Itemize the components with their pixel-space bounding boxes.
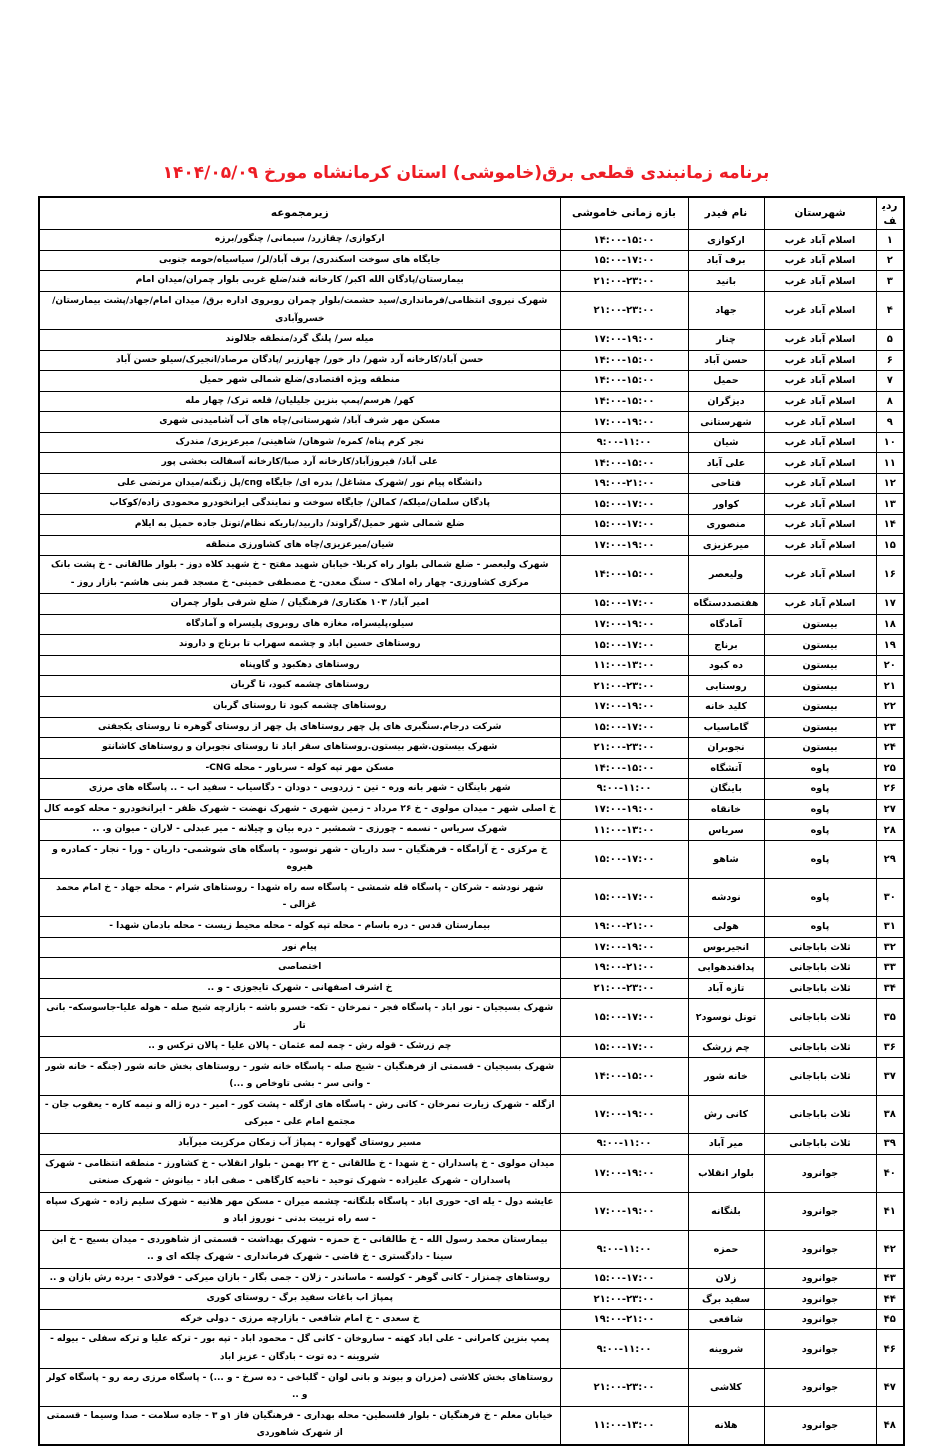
table-row [39,535,904,556]
time-cell: ۱۵:۰۰-۱۷:۰۰ [560,250,688,271]
time-cell: ۱۱:۰۰-۱۳:۰۰ [560,1406,688,1445]
county-cell: اسلام آباد غرب [764,412,876,433]
county-cell: اسلام آباد غرب [764,594,876,615]
row-number-cell: ۳۲ [876,937,904,958]
subset-cell: میله سر/ پلنگ گرد/منطقه جلالوند [39,330,560,351]
county-cell: پاوه [764,820,876,841]
time-cell: ۱۱:۰۰-۱۳:۰۰ [560,655,688,676]
table-row [39,1368,904,1406]
county-cell: اسلام آباد غرب [764,292,876,330]
county-cell: جوانرود [764,1406,876,1445]
county-cell: اسلام آباد غرب [764,556,876,594]
county-cell: بیستون [764,738,876,759]
time-cell: ۱۷:۰۰-۱۹:۰۰ [560,535,688,556]
feeder-cell: انجیربوس [688,937,764,958]
table-row [39,594,904,615]
row-number-cell: ۲۲ [876,696,904,717]
subset-cell: روستاهای دهکبود و گاوپناه [39,655,560,676]
row-number-cell: ۲۸ [876,820,904,841]
time-cell: ۱۵:۰۰-۱۷:۰۰ [560,840,688,878]
subset-cell: ضلع شمالی شهر حمیل/گراوند/ داربید/باریکه نظام/تونل جاده حمیل به ایلام [39,515,560,536]
feeder-cell: هلانه [688,1406,764,1445]
subset-cell: شهر نودشه - شرکان - پاسگاه قله شمشی - پاسگاه سه راه شهدا - روستاهای شرام - محله جهاد - خ امام محمد غزالی - [39,878,560,916]
subset-cell: خ سعدی - خ امام شافعی - بازارچه مرزی - دولی خرکه [39,1309,560,1330]
table-row [39,978,904,999]
feeder-cell: کانی رش [688,1095,764,1133]
subset-cell: خیابان معلم - خ فرهنگیان - بلوار فلسطین- محله بهداری - فرهنگیان فاز ۱و ۳ - جاده سلامت - صدا وسیما - قسمتی از شهرک شاهوردی [39,1406,560,1445]
time-cell: ۱۷:۰۰-۱۹:۰۰ [560,1095,688,1133]
table-row [39,1330,904,1368]
feeder-cell: حسن آباد [688,350,764,371]
table-row [39,696,904,717]
feeder-cell: ده کبود [688,655,764,676]
table-row [39,292,904,330]
county-cell: ثلاث باباجانی [764,1037,876,1058]
table-row [39,1154,904,1192]
outage-schedule-table [38,196,905,1446]
time-cell: ۱۴:۰۰-۱۵:۰۰ [560,758,688,779]
table-row [39,432,904,453]
table-row [39,515,904,536]
row-number-cell: ۳۴ [876,978,904,999]
time-cell: ۲۱:۰۰-۲۳:۰۰ [560,978,688,999]
county-cell: اسلام آباد غرب [764,535,876,556]
subset-cell: مسکن مهر تپه کوله - سرباور - محله CNG- [39,758,560,779]
table-row [39,999,904,1037]
table-row [39,473,904,494]
feeder-cell: منصوری [688,515,764,536]
time-cell: ۱۵:۰۰-۱۷:۰۰ [560,999,688,1037]
row-number-cell: ۱۸ [876,614,904,635]
county-cell: بیستون [764,717,876,738]
table-row [39,1037,904,1058]
subset-cell: بیمارستان محمد رسول الله - خ طالقانی - خ حمزه - شهرک بهداشت - قسمتی از شاهوردی - میدان بسیج - خ ابن سینا - دادگستری - خ قاضی - شهرک فرمانداری - شهرک چلکه ای و .. [39,1230,560,1268]
feeder-cell: کلاشی [688,1368,764,1406]
subset-cell: شهرک بسیجیان - نور اباد - پاسگاه فجر - نمرخان - تکه- خسرو باشه - بازارچه شیخ صله - هوله علیا-جاسوسکه- بانی تار [39,999,560,1037]
county-cell: اسلام آباد غرب [764,453,876,474]
row-number-cell: ۲۷ [876,799,904,820]
time-cell: ۱۷:۰۰-۱۹:۰۰ [560,330,688,351]
feeder-cell: چنار [688,330,764,351]
table-row [39,779,904,800]
feeder-cell: خانقاه [688,799,764,820]
feeder-cell: کلید خانه [688,696,764,717]
table-row [39,1057,904,1095]
county-cell: جوانرود [764,1230,876,1268]
subset-cell: علی آباد/ فیروزآباد/کارخانه آرد صبا/کارخانه آسفالت بخشی پور [39,453,560,474]
county-cell: جوانرود [764,1309,876,1330]
row-number-cell: ۲۴ [876,738,904,759]
row-number-cell: ۱۶ [876,556,904,594]
time-cell: ۱۴:۰۰-۱۵:۰۰ [560,1057,688,1095]
subset-cell: شهرک بسیجیان - قسمتی از فرهنگیان - شیخ صله - پاسگاه خانه شور - روستاهای بخش خانه شور (جنگه - خانه شور - وانی سر - بشی تاوخاص و ...) [39,1057,560,1095]
county-cell: بیستون [764,655,876,676]
feeder-cell: شاهو [688,840,764,878]
county-cell: جوانرود [764,1330,876,1368]
header-subset: زیرمجموعه [39,197,560,230]
county-cell: پاوه [764,779,876,800]
table-row [39,230,904,251]
subset-cell: روستاهای چشمه کبود تا روستای گربان [39,696,560,717]
time-cell: ۲۱:۰۰-۲۳:۰۰ [560,271,688,292]
row-number-cell: ۴۷ [876,1368,904,1406]
county-cell: اسلام آباد غرب [764,350,876,371]
table-row [39,494,904,515]
row-number-cell: ۳ [876,271,904,292]
county-cell: بیستون [764,676,876,697]
county-cell: ثلاث باباجانی [764,937,876,958]
county-cell: اسلام آباد غرب [764,391,876,412]
feeder-cell: علی آباد [688,453,764,474]
county-cell: ثلاث باباجانی [764,999,876,1037]
feeder-cell: جهاد [688,292,764,330]
row-number-cell: ۱۲ [876,473,904,494]
subset-cell: دانشگاه پیام نور /شهرک مشاغل/ بدره ای/ جایگاه cng/پل زنگنه/میدان مرتضی علی [39,473,560,494]
feeder-cell: کواور [688,494,764,515]
time-cell: ۲۱:۰۰-۲۳:۰۰ [560,676,688,697]
county-cell: جوانرود [764,1368,876,1406]
feeder-cell: نودشه [688,878,764,916]
feeder-cell: بلوار انقلاب [688,1154,764,1192]
row-number-cell: ۴۱ [876,1192,904,1230]
subset-cell: خ اصلی شهر - میدان مولوی - خ ۲۶ مرداد - زمین شهری - شهرک نهضت - شهرک ظفر - ایرانخودرو - محله کومه کال [39,799,560,820]
subset-cell: روستاهای چشمه کبود، تا گربان [39,676,560,697]
subset-cell: پمپاژ اب باغات سفید برگ - روستای کوری [39,1289,560,1310]
county-cell: پاوه [764,758,876,779]
time-cell: ۹:۰۰-۱۱:۰۰ [560,779,688,800]
feeder-cell: چم زرشک [688,1037,764,1058]
county-cell: بیستون [764,614,876,635]
row-number-cell: ۲۶ [876,779,904,800]
subset-cell: ازگله - شهرک زیارت نمرخان - کانی رش - پاسگاه های ازگله - پشت کور - امیر - دره ژاله و نیمه کاره - یعقوب جان - مجتمع امام علی - میرکی [39,1095,560,1133]
subset-cell: بیمارستان قدس - دره باسام - محله تپه کوله - محله محیط زیست - محله بادمان شهدا - [39,916,560,937]
table-row [39,916,904,937]
row-number-cell: ۳۸ [876,1095,904,1133]
table-row [39,840,904,878]
time-cell: ۱۵:۰۰-۱۷:۰۰ [560,635,688,656]
row-number-cell: ۱۱ [876,453,904,474]
table-row [39,758,904,779]
county-cell: پاوه [764,840,876,878]
subset-cell: شهر باینگان - شهر بانه وره - تین - زردویی - دودان - دگاسیاب - سفید اب - .. پاسگاه های مرزی [39,779,560,800]
header-county: شهرستان [764,197,876,230]
row-number-cell: ۱۳ [876,494,904,515]
county-cell: ثلاث باباجانی [764,1095,876,1133]
row-number-cell: ۴۶ [876,1330,904,1368]
time-cell: ۱۵:۰۰-۱۷:۰۰ [560,515,688,536]
table-row [39,330,904,351]
time-cell: ۹:۰۰-۱۱:۰۰ [560,1230,688,1268]
header-row-number: ردیف [876,197,904,230]
feeder-cell: میر آباد [688,1133,764,1154]
row-number-cell: ۸ [876,391,904,412]
county-cell: اسلام آباد غرب [764,515,876,536]
time-cell: ۹:۰۰-۱۱:۰۰ [560,1330,688,1368]
time-cell: ۲۱:۰۰-۲۳:۰۰ [560,1289,688,1310]
row-number-cell: ۷ [876,371,904,392]
table-row [39,738,904,759]
feeder-cell: زلان [688,1268,764,1289]
row-number-cell: ۳۰ [876,878,904,916]
time-cell: ۹:۰۰-۱۱:۰۰ [560,432,688,453]
county-cell: بیستون [764,696,876,717]
row-number-cell: ۴۰ [876,1154,904,1192]
feeder-cell: برناج [688,635,764,656]
row-number-cell: ۳۵ [876,999,904,1037]
time-cell: ۱۵:۰۰-۱۷:۰۰ [560,878,688,916]
feeder-cell: شافعی [688,1309,764,1330]
table-row [39,1268,904,1289]
row-number-cell: ۱۴ [876,515,904,536]
table-row [39,391,904,412]
subset-cell: سیلو،پلیسراه، مغازه های روبروی پلیسراه و آمادگاه [39,614,560,635]
subset-cell: نجر کرم پناه/ کمره/ شوهان/ شاهینی/ میرعزیزی/ مندرک [39,432,560,453]
subset-cell: میدان مولوی - خ پاسداران - خ شهدا - خ طالقانی - خ ۲۲ بهمن - بلوار انقلاب - خ کشاورز - منطقه انتظامی - شهرک پاسداران - شهرک علیزاده - شهرک توحید - ناحیه کارگاهی - صفی اباد - بیانوش - شهرک صنعتی [39,1154,560,1192]
row-number-cell: ۳۳ [876,958,904,979]
row-number-cell: ۲۱ [876,676,904,697]
feeder-cell: تازه آباد [688,978,764,999]
row-number-cell: ۲۳ [876,717,904,738]
subset-cell: شهرک ولیعصر - ضلع شمالی بلوار راه کربلا- خیابان شهید مفتح - خ شهید کلاه دوز - بلوار طالقانی - خ پشت بانک مرکزی کشاورزی- چهار راه املاک - سنگ معدن- خ مصطفی خمینی- خ مسجد قمر بنی هاشم- بازار روز - [39,556,560,594]
county-cell: ثلاث باباجانی [764,978,876,999]
table-row [39,1192,904,1230]
feeder-cell: هفتصددستگاه [688,594,764,615]
subset-cell: عایشه دول - یله ای- حوری اباد - پاسگاه بلنگانه- چشمه میران - مسکن مهر هلانیه - شهرک سلیم زاده - شهرک سپاه - سه راه تربیت بدنی - نوروز اباد و [39,1192,560,1230]
subset-cell: حسن آباد/کارخانه آرد شهر/ دار خور/ چهارزبر /پادگان مرصاد/انجیرک/سیلو حسن آباد [39,350,560,371]
table-row [39,371,904,392]
row-number-cell: ۳۱ [876,916,904,937]
table-row [39,1230,904,1268]
feeder-cell: گاماسیاب [688,717,764,738]
row-number-cell: ۲۰ [876,655,904,676]
county-cell: اسلام آباد غرب [764,330,876,351]
time-cell: ۱۹:۰۰-۲۱:۰۰ [560,958,688,979]
county-cell: ثلاث باباجانی [764,1133,876,1154]
row-number-cell: ۴ [876,292,904,330]
county-cell: ثلاث باباجانی [764,1057,876,1095]
county-cell: اسلام آباد غرب [764,230,876,251]
time-cell: ۱۷:۰۰-۱۹:۰۰ [560,1192,688,1230]
table-row [39,937,904,958]
subset-cell: مسیر روستای گهواره - پمپاژ آب زمکان مرکزیت میرآباد [39,1133,560,1154]
feeder-cell: بانید [688,271,764,292]
feeder-cell: خانه شور [688,1057,764,1095]
feeder-cell: فتاحی [688,473,764,494]
county-cell: اسلام آباد غرب [764,494,876,515]
table-row [39,250,904,271]
subset-cell: کهر/ هرسم/پمپ بنزین جلیلیان/ قلعه ترک/ چهار مله [39,391,560,412]
table-row [39,958,904,979]
table-row [39,1289,904,1310]
table-row [39,1133,904,1154]
time-cell: ۲۱:۰۰-۲۳:۰۰ [560,1368,688,1406]
subset-cell: شیان/میرعزیزی/چاه های کشاورزی منطقه [39,535,560,556]
county-cell: اسلام آباد غرب [764,473,876,494]
table-row [39,1406,904,1445]
county-cell: جوانرود [764,1289,876,1310]
row-number-cell: ۲ [876,250,904,271]
subset-cell: خ اشرف اصفهانی - شهرک تایجوزی - و .. [39,978,560,999]
time-cell: ۲۱:۰۰-۲۳:۰۰ [560,292,688,330]
row-number-cell: ۱۵ [876,535,904,556]
time-cell: ۲۱:۰۰-۲۳:۰۰ [560,738,688,759]
subset-cell: روستاهای بخش کلاشی (مزران و بیوند و بانی لوان - گلباخی - ده سرخ - و ...) - پاسگاه مرزی رمه رو - پاسگاه کولر و .. [39,1368,560,1406]
table-row [39,799,904,820]
subset-cell: روستاهای حسین اباد و چشمه سهراب تا برناج و داروند [39,635,560,656]
subset-cell: شهرک سریاس - نسمه - چورزی - شمشیر - دره بیان و چیلانه - میر عبدلی - لاران - میوان و. .. [39,820,560,841]
row-number-cell: ۵ [876,330,904,351]
subset-cell: پادگان سلمان/میلکه/ کمالن/ جایگاه سوخت و نمایندگی ایرانخودرو محمودی زاده/کوکاب [39,494,560,515]
row-number-cell: ۴۳ [876,1268,904,1289]
feeder-cell: حمزه [688,1230,764,1268]
table-row [39,1309,904,1330]
county-cell: جوانرود [764,1268,876,1289]
feeder-cell: ولیعصر [688,556,764,594]
feeder-cell: شهرستانی [688,412,764,433]
table-row [39,271,904,292]
row-number-cell: ۳۹ [876,1133,904,1154]
subset-cell: چم زرشک - قوله رش - چمه لمه عثمان - پالان علیا - پالان ترکس و .. [39,1037,560,1058]
row-number-cell: ۲۹ [876,840,904,878]
time-cell: ۱۴:۰۰-۱۵:۰۰ [560,350,688,371]
subset-cell: شهرک نیروی انتظامی/فرمانداری/سید حشمت/بلوار چمران روبروی اداره برق/ میدان امام/جهاد/پشت بیمارستان/ خسروآبادی [39,292,560,330]
table-row [39,878,904,916]
time-cell: ۹:۰۰-۱۱:۰۰ [560,1133,688,1154]
time-cell: ۱۷:۰۰-۱۹:۰۰ [560,937,688,958]
table-row [39,655,904,676]
header-time-range: بازه زمانی خاموشی [560,197,688,230]
county-cell: اسلام آباد غرب [764,271,876,292]
table-row [39,820,904,841]
feeder-cell: برف آباد [688,250,764,271]
row-number-cell: ۴۸ [876,1406,904,1445]
subset-cell: جایگاه های سوخت اسکندری/ برف آباد/لر/ سیاسیاه/حومه جنوبی [39,250,560,271]
time-cell: ۱۷:۰۰-۱۹:۰۰ [560,696,688,717]
subset-cell: خ مرکزی - خ آرامگاه - فرهنگیان - سد داریان - شهر نوسود - پاسگاه های شوشمی- داریان - ورا - نجار - کمادره و هیروه [39,840,560,878]
table-row [39,676,904,697]
table-row [39,350,904,371]
row-number-cell: ۱ [876,230,904,251]
feeder-cell: دیزگران [688,391,764,412]
feeder-cell: شروینه [688,1330,764,1368]
row-number-cell: ۴۲ [876,1230,904,1268]
subset-cell: شرکت درجام.سنگبری های پل چهر روستاهای پل چهر از روستای گوهره تا روستای یکجفتی [39,717,560,738]
time-cell: ۱۷:۰۰-۱۹:۰۰ [560,1154,688,1192]
row-number-cell: ۴۴ [876,1289,904,1310]
time-cell: ۱۹:۰۰-۲۱:۰۰ [560,1309,688,1330]
time-cell: ۱۵:۰۰-۱۷:۰۰ [560,1268,688,1289]
table-row [39,635,904,656]
feeder-cell: روستایی [688,676,764,697]
county-cell: جوانرود [764,1192,876,1230]
table-row [39,614,904,635]
time-cell: ۱۷:۰۰-۱۹:۰۰ [560,799,688,820]
table-row [39,556,904,594]
feeder-cell: شیان [688,432,764,453]
header-feeder: نام فیدر [688,197,764,230]
row-number-cell: ۴۵ [876,1309,904,1330]
time-cell: ۱۴:۰۰-۱۵:۰۰ [560,371,688,392]
feeder-cell: تونل نوسود۲ [688,999,764,1037]
time-cell: ۱۵:۰۰-۱۷:۰۰ [560,494,688,515]
subset-cell: روستاهای چمنزار - کانی گوهر - کولسه - ماساندر - زلان - جمی بگار - بازان میرکی - فولادی - برده رش بازان و .. [39,1268,560,1289]
time-cell: ۱۵:۰۰-۱۷:۰۰ [560,594,688,615]
county-cell: پاوه [764,799,876,820]
county-cell: اسلام آباد غرب [764,250,876,271]
subset-cell: پمپ بنزین کامرانی - علی اباد کهنه - ساروخان - کانی گل - محمود اباد - تپه بور - ترکه علیا و ترکه سفلی - بیوله - شروینه - ده توت - بادگان - عزیز اباد [39,1330,560,1368]
feeder-cell: سفید برگ [688,1289,764,1310]
county-cell: پاوه [764,916,876,937]
time-cell: ۱۵:۰۰-۱۷:۰۰ [560,1037,688,1058]
subset-cell: ارکوازی/ چقازرد/ سیمانی/ چنگور/برزه [39,230,560,251]
feeder-cell: هولی [688,916,764,937]
time-cell: ۱۵:۰۰-۱۷:۰۰ [560,717,688,738]
table-body [39,230,904,1445]
header-row [39,197,904,230]
feeder-cell: میرعزیزی [688,535,764,556]
row-number-cell: ۱۷ [876,594,904,615]
feeder-cell: آتشگاه [688,758,764,779]
county-cell: جوانرود [764,1154,876,1192]
feeder-cell: سریاس [688,820,764,841]
county-cell: اسلام آباد غرب [764,371,876,392]
row-number-cell: ۶ [876,350,904,371]
subset-cell: بیمارستان/پادگان الله اکبر/ کارخانه قند/ضلع غربی بلوار چمران/میدان امام [39,271,560,292]
county-cell: بیستون [764,635,876,656]
time-cell: ۱۷:۰۰-۱۹:۰۰ [560,412,688,433]
subset-cell: منطقه ویژه اقتصادی/ضلع شمالی شهر حمیل [39,371,560,392]
table-row [39,412,904,433]
time-cell: ۱۴:۰۰-۱۵:۰۰ [560,556,688,594]
time-cell: ۱۱:۰۰-۱۳:۰۰ [560,820,688,841]
feeder-cell: بلنگانه [688,1192,764,1230]
subset-cell: امیر آباد/ ۱۰۳ هکتاری/ فرهنگیان / ضلع شرقی بلوار چمران [39,594,560,615]
feeder-cell: نجوبران [688,738,764,759]
subset-cell: پیام نور [39,937,560,958]
feeder-cell: پدافندهوایی [688,958,764,979]
row-number-cell: ۹ [876,412,904,433]
table-row [39,717,904,738]
feeder-cell: باینگان [688,779,764,800]
time-cell: ۱۴:۰۰-۱۵:۰۰ [560,230,688,251]
row-number-cell: ۳۷ [876,1057,904,1095]
feeder-cell: آمادگاه [688,614,764,635]
subset-cell: شهرک بیستون.شهر بیستون.روستاهای سقر اباد تا روستای نجوبران و روستاهای کاشانتو [39,738,560,759]
row-number-cell: ۲۵ [876,758,904,779]
feeder-cell: ارکوازی [688,230,764,251]
county-cell: ثلاث باباجانی [764,958,876,979]
county-cell: پاوه [764,878,876,916]
row-number-cell: ۱۹ [876,635,904,656]
county-cell: اسلام آباد غرب [764,432,876,453]
time-cell: ۱۹:۰۰-۲۱:۰۰ [560,473,688,494]
subset-cell: اختصاصی [39,958,560,979]
table-row [39,453,904,474]
table-row [39,1095,904,1133]
row-number-cell: ۱۰ [876,432,904,453]
row-number-cell: ۳۶ [876,1037,904,1058]
time-cell: ۱۴:۰۰-۱۵:۰۰ [560,453,688,474]
time-cell: ۱۴:۰۰-۱۵:۰۰ [560,391,688,412]
time-cell: ۱۷:۰۰-۱۹:۰۰ [560,614,688,635]
time-cell: ۱۹:۰۰-۲۱:۰۰ [560,916,688,937]
subset-cell: مسکن مهر شرف آباد/ شهرستانی/چاه های آب آشامیدنی شهری [39,412,560,433]
feeder-cell: حمیل [688,371,764,392]
page-title: برنامه زمانبندی قطعی برق(خاموشی) استان کرمانشاه مورخ ۱۴۰۴/۰۵/۰۹ [162,163,770,183]
